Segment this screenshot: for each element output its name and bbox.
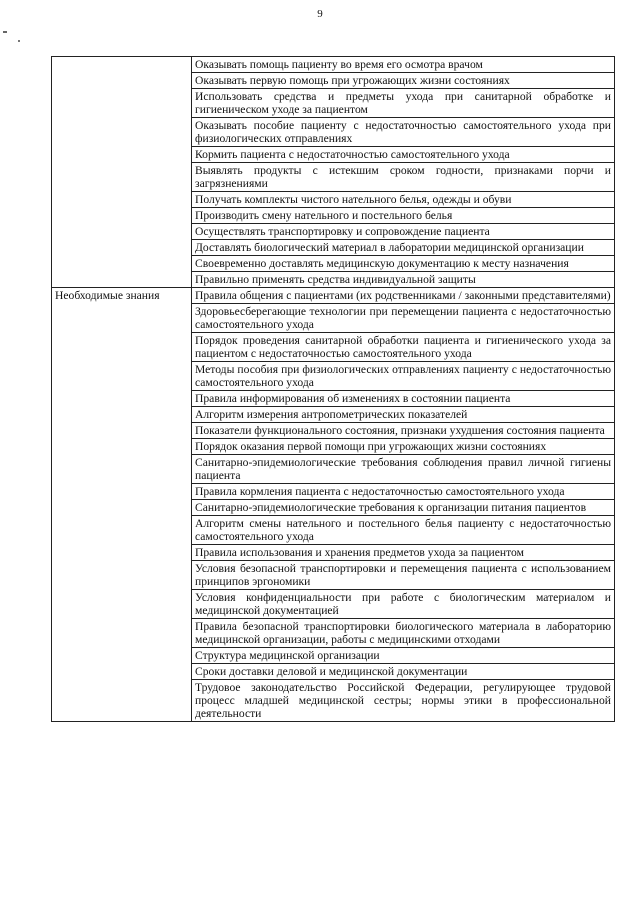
requirement-item: Алгоритм смены нательного и постельного белья пациенту с недостаточностью самостоятельного ухода	[192, 516, 615, 545]
requirement-item: Правила информирования об изменениях в состоянии пациента	[192, 391, 615, 407]
requirement-item: Доставлять биологический материал в лаборатории медицинской организации	[192, 240, 615, 256]
requirement-item: Осуществлять транспортировку и сопровождение пациента	[192, 224, 615, 240]
requirement-item: Методы пособия при физиологических отправлениях пациенту с недостаточностью самостоятельного ухода	[192, 362, 615, 391]
scan-speck	[3, 31, 7, 33]
requirement-item: Структура медицинской организации	[192, 648, 615, 664]
page-number: 9	[317, 8, 323, 20]
requirements-table	[51, 56, 615, 722]
requirement-item: Здоровьесберегающие технологии при перемещении пациента с недостаточностью самостоятельного ухода	[192, 304, 615, 333]
requirement-item: Правильно применять средства индивидуальной защиты	[192, 272, 615, 288]
requirement-item: Правила общения с пациентами (их родственниками / законными представителями)	[192, 288, 615, 304]
requirement-item: Порядок проведения санитарной обработки пациента и гигиенического ухода за пациентом с недостаточностью самостоятельного ухода	[192, 333, 615, 362]
requirement-item: Кормить пациента с недостаточностью самостоятельного ухода	[192, 147, 615, 163]
requirement-item: Трудовое законодательство Российской Федерации, регулирующее трудовой процесс младшей медицинской сестры; нормы этики в профессиональной деятельности	[192, 680, 615, 722]
table-body	[52, 57, 615, 722]
scan-speck	[18, 40, 20, 42]
requirement-item: Производить смену нательного и постельного белья	[192, 208, 615, 224]
requirement-item: Своевременно доставлять медицинскую документацию к месту назначения	[192, 256, 615, 272]
requirement-item: Условия безопасной транспортировки и перемещения пациента с использованием принципов эргономики	[192, 561, 615, 590]
requirement-item: Получать комплекты чистого нательного белья, одежды и обуви	[192, 192, 615, 208]
requirement-item: Оказывать помощь пациенту во время его осмотра врачом	[192, 57, 615, 73]
section-label	[52, 57, 192, 288]
requirement-item: Использовать средства и предметы ухода при санитарной обработке и гигиеническом уходе за пациентом	[192, 89, 615, 118]
requirement-item: Условия конфиденциальности при работе с биологическим материалом и медицинской документацией	[192, 590, 615, 619]
requirement-item: Правила кормления пациента с недостаточностью самостоятельного ухода	[192, 484, 615, 500]
table-row	[52, 57, 615, 73]
requirement-item: Оказывать первую помощь при угрожающих жизни состояниях	[192, 73, 615, 89]
requirement-item: Показатели функционального состояния, признаки ухудшения состояния пациента	[192, 423, 615, 439]
requirement-item: Алгоритм измерения антропометрических показателей	[192, 407, 615, 423]
requirement-item: Выявлять продукты с истекшим сроком годности, признаками порчи и загрязнениями	[192, 163, 615, 192]
requirement-item: Правила безопасной транспортировки биологического материала в лабораторию медицинской организации, работы с медицинскими отходами	[192, 619, 615, 648]
requirement-item: Оказывать пособие пациенту с недостаточностью самостоятельного ухода при физиологических отправлениях	[192, 118, 615, 147]
requirement-item: Правила использования и хранения предметов ухода за пациентом	[192, 545, 615, 561]
section-label: Необходимые знания	[52, 288, 192, 722]
requirement-item: Сроки доставки деловой и медицинской документации	[192, 664, 615, 680]
requirement-item: Порядок оказания первой помощи при угрожающих жизни состояниях	[192, 439, 615, 455]
requirement-item: Санитарно-эпидемиологические требования соблюдения правил личной гигиены пациента	[192, 455, 615, 484]
table-row	[52, 288, 615, 304]
requirement-item: Санитарно-эпидемиологические требования к организации питания пациентов	[192, 500, 615, 516]
